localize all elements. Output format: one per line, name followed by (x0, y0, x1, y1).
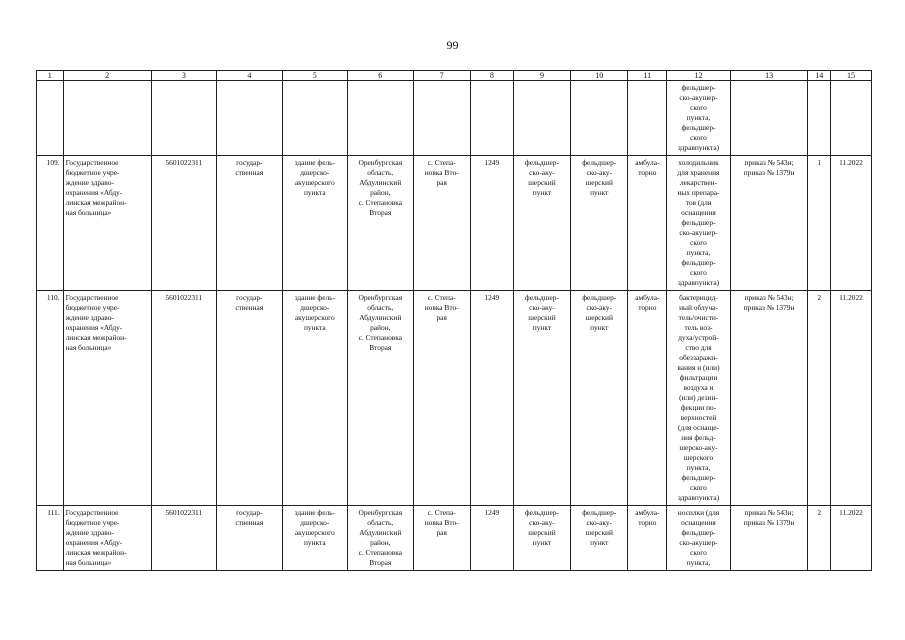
address: Оренбургская область, Абдулинский район, с. Степановка Вторая (348, 506, 413, 571)
address: Оренбургская область, Абдулинский район, с. Степановка Вторая (348, 156, 413, 291)
page-number: 99 (446, 38, 459, 52)
ownership-form: государ- ственная (217, 156, 282, 291)
row-number: 110. (37, 291, 64, 506)
unit-type: фельдшер- ско-аку- шерский пункт (513, 156, 570, 291)
address: Оренбургская область, Абдулинский район, с. Степановка Вторая (348, 291, 413, 506)
header-col-9: 9 (513, 71, 570, 81)
locality: с. Степа- новка Вто- рая (413, 156, 470, 291)
unit-type-2: фельдшер- ско-аку- шерский пункт (571, 506, 628, 571)
header-number-row (37, 71, 872, 81)
quantity: 2 (808, 291, 831, 506)
care-form: амбула- торно (628, 156, 667, 291)
header-col-4: 4 (217, 71, 282, 81)
equipment: холодильник для хранения лекарствен- ных препара- тов (для оснащения фельдшер- ско-акушер- ского пункта, фельдшер- ского здравпункта) (667, 156, 730, 291)
date: 11.2022 (830, 156, 871, 291)
org-code: 5601022311 (151, 156, 216, 291)
table-row (37, 156, 872, 291)
header-col-1: 1 (37, 71, 64, 81)
header-col-3: 3 (151, 71, 216, 81)
table-row (37, 506, 872, 571)
care-form: амбула- торно (628, 506, 667, 571)
population: 1249 (470, 291, 513, 506)
unit-type: фельдшер- ско-аку- шерский пункт (513, 291, 570, 506)
care-form: амбула- торно (628, 291, 667, 506)
continuation-equipment: фельдшер- ско-акушер- ского пункта, фельдшер- ского здравпункта) (667, 81, 730, 156)
quantity: 1 (808, 156, 831, 291)
order-ref: приказ № 543н; приказ № 1379н (730, 156, 808, 291)
order-ref: приказ № 543н; приказ № 1379н (730, 291, 808, 506)
ownership-form: государ- ственная (217, 291, 282, 506)
locality: с. Степа- новка Вто- рая (413, 506, 470, 571)
header-col-13: 13 (730, 71, 808, 81)
header-col-15: 15 (830, 71, 871, 81)
organization-name: Государственное бюджетное учре- ждение здраво- охранения «Абду- линская межрайон- ная больница» (63, 156, 151, 291)
population: 1249 (470, 156, 513, 291)
organization-name: Государственное бюджетное учре- ждение здраво- охранения «Абду- линская межрайон- ная больница» (63, 506, 151, 571)
row-number: 111. (37, 506, 64, 571)
unit-type: фельдшер- ско-аку- шерский пункт (513, 506, 570, 571)
header-col-12: 12 (667, 71, 730, 81)
date: 11.2022 (830, 506, 871, 571)
unit-type-2: фельдшер- ско-аку- шерский пункт (571, 291, 628, 506)
building-type: здание фель- дшерско- акушерского пункта (282, 156, 347, 291)
registry-table (36, 70, 872, 571)
unit-type-2: фельдшер- ско-аку- шерский пункт (571, 156, 628, 291)
date: 11.2022 (830, 291, 871, 506)
locality: с. Степа- новка Вто- рая (413, 291, 470, 506)
org-code: 5601022311 (151, 291, 216, 506)
ownership-form: государ- ственная (217, 506, 282, 571)
org-code: 5601022311 (151, 506, 216, 571)
equipment: носилки (для оснащения фельдшер- ско-акушер- ского пункта, (667, 506, 730, 571)
building-type: здание фель- дшерско- акушерского пункта (282, 291, 347, 506)
continuation-row (37, 81, 872, 156)
header-col-5: 5 (282, 71, 347, 81)
header-col-11: 11 (628, 71, 667, 81)
table-row (37, 291, 872, 506)
order-ref: приказ № 543н; приказ № 1379н (730, 506, 808, 571)
organization-name: Государственное бюджетное учре- ждение здраво- охранения «Абду- линская межрайон- ная больница» (63, 291, 151, 506)
header-col-10: 10 (571, 71, 628, 81)
equipment: бактерицид- ный облуча- тель/очисти- тель воз- духа/устрой- ство для обеззаражи- вания и (или) фильтрации воздуха и (или) дезин- фекции по- верхностей (для оснаще- ния фельд- шерско-аку- шерского пункта, фельдшер- ского здравпункта) (667, 291, 730, 506)
header-col-6: 6 (348, 71, 413, 81)
quantity: 2 (808, 506, 831, 571)
row-number: 109. (37, 156, 64, 291)
header-col-14: 14 (808, 71, 831, 81)
header-col-8: 8 (470, 71, 513, 81)
header-col-7: 7 (413, 71, 470, 81)
population: 1249 (470, 506, 513, 571)
building-type: здание фель- дшерско- акушерского пункта (282, 506, 347, 571)
header-col-2: 2 (63, 71, 151, 81)
